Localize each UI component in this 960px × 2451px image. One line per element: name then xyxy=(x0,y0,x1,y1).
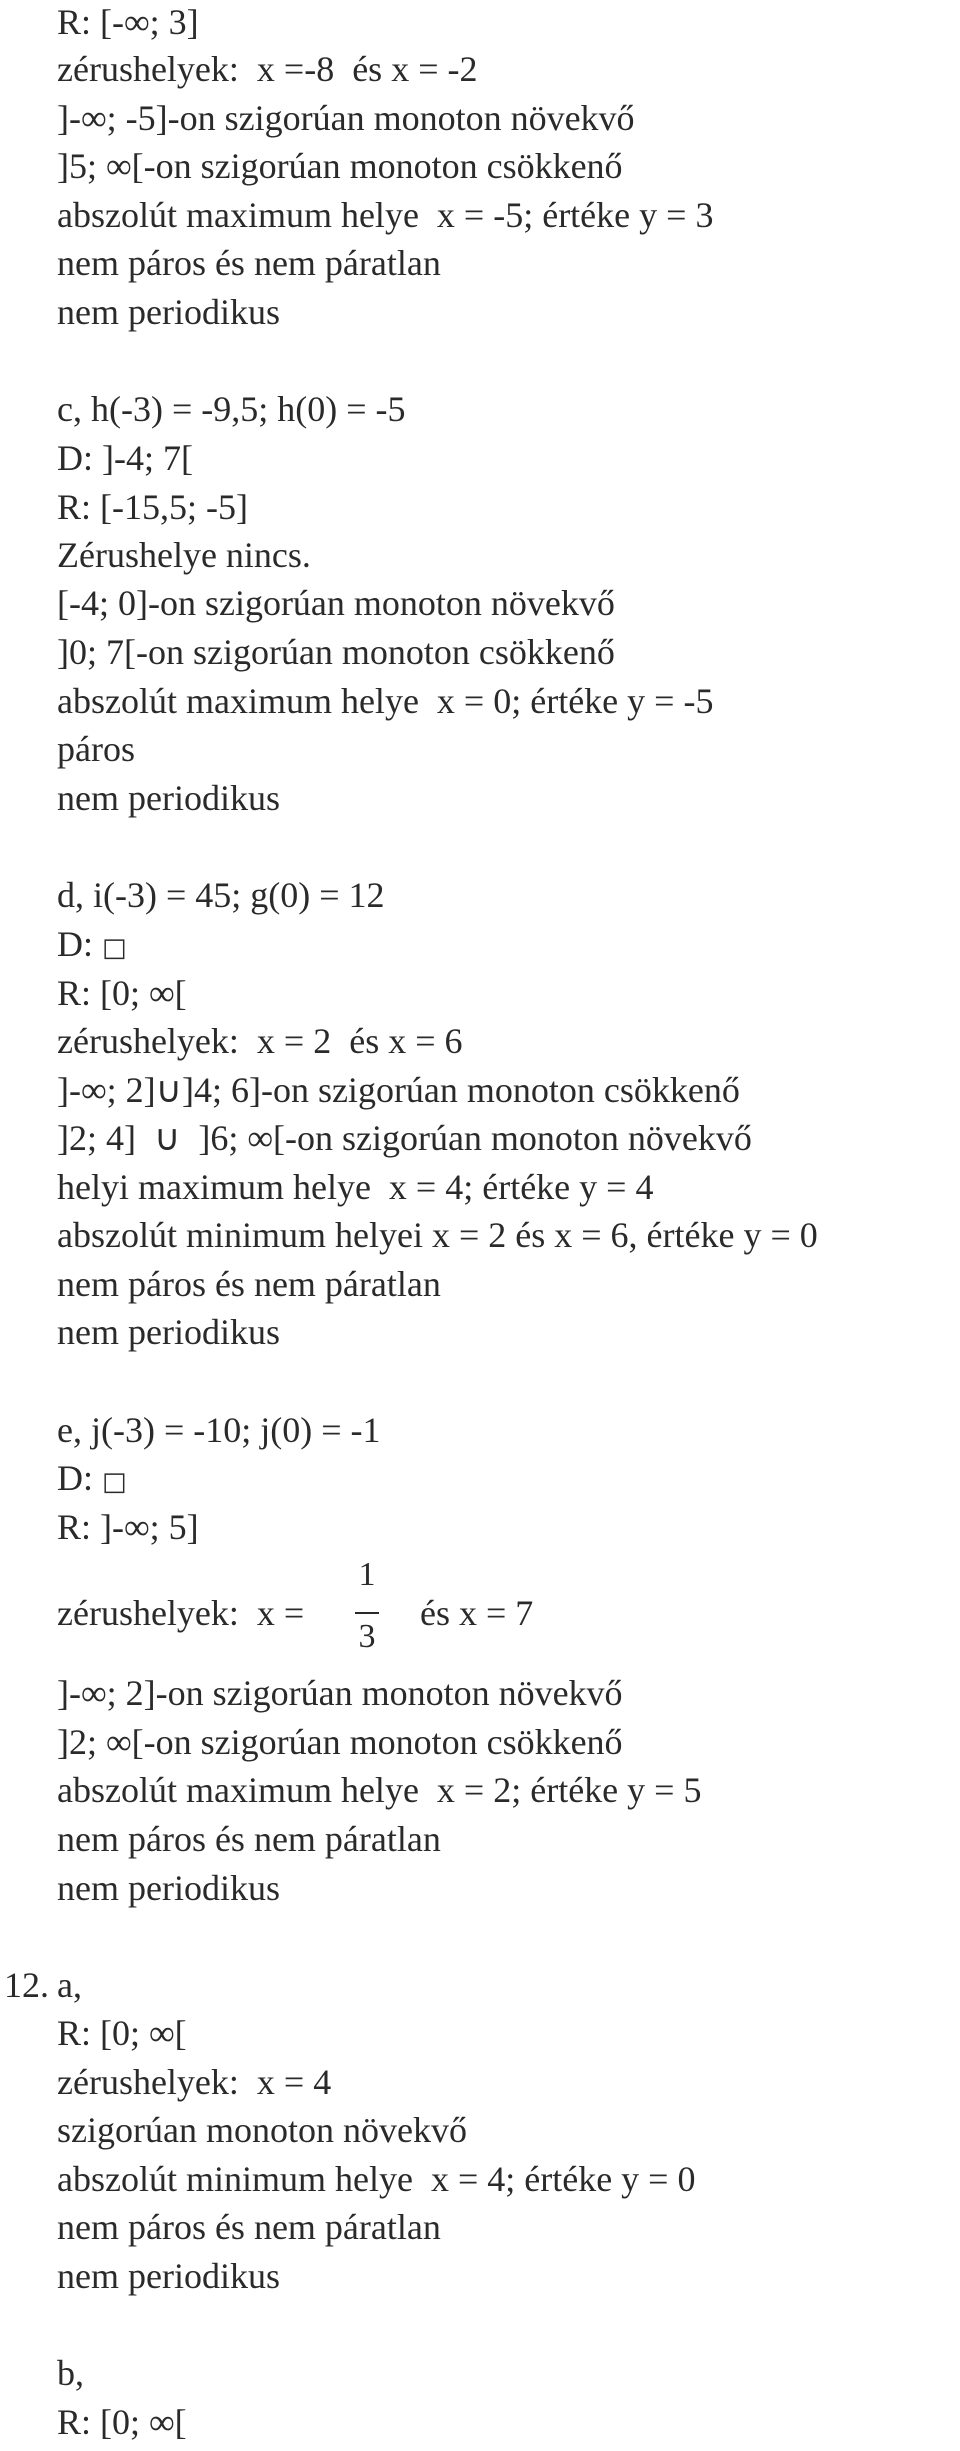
text-line: ]5; ∞[-on szigorúan monoton csökkenő xyxy=(57,146,623,186)
fraction-numerator: 1 xyxy=(358,1556,376,1593)
text-line: [-4; 0]-on szigorúan monoton növekvő xyxy=(57,583,615,623)
text-line: abszolút minimum helye x = 4; értéke y = 0 xyxy=(57,2159,696,2199)
text-line: D: ]-4; 7[ xyxy=(57,438,193,478)
real-numbers-missing-glyph: □ xyxy=(102,933,127,963)
text-line: abszolút minimum helyei x = 2 és x = 6, értéke y = 0 xyxy=(57,1215,818,1255)
zero-fraction-prefix: zérushelyek: x = xyxy=(57,1593,314,1633)
text-line: ]2; ∞[-on szigorúan monoton csökkenő xyxy=(57,1722,623,1762)
text-line: ]-∞; 2]∪]4; 6]-on szigorúan monoton csökkenő xyxy=(57,1070,740,1110)
text-line: a, xyxy=(57,1965,82,2005)
text-line: ]-∞; 2]-on szigorúan monoton növekvő xyxy=(57,1673,623,1713)
text-line: páros xyxy=(57,729,135,769)
text-line: R: [0; ∞[ xyxy=(57,2013,187,2053)
text-line: ]0; 7[-on szigorúan monoton csökkenő xyxy=(57,632,615,672)
text-line: nem páros és nem páratlan xyxy=(57,243,441,283)
text-line: abszolút maximum helye x = 0; értéke y = -5 xyxy=(57,681,714,721)
text-line: b, xyxy=(57,2353,84,2393)
fraction-denominator: 3 xyxy=(358,1618,376,1655)
text-line: R: ]-∞; 5] xyxy=(57,1507,199,1547)
text-line xyxy=(57,922,127,970)
fraction-bar xyxy=(355,1612,379,1614)
text-line: R: [0; ∞[ xyxy=(57,2402,187,2442)
text-line: Zérushelye nincs. xyxy=(57,535,311,575)
text-line: nem páros és nem páratlan xyxy=(57,2207,441,2247)
text-line: nem periodikus xyxy=(57,1868,280,1908)
text-line: zérushelyek: x = 4 xyxy=(57,2062,332,2102)
text-line: abszolút maximum helye x = 2; értéke y = 5 xyxy=(57,1770,702,1810)
text-line: helyi maximum helye x = 4; értéke y = 4 xyxy=(57,1167,654,1207)
text-line: ]2; 4] ∪ ]6; ∞[-on szigorúan monoton növekvő xyxy=(57,1118,752,1158)
text-line: zérushelyek: x = 2 és x = 6 xyxy=(57,1021,463,1061)
text-line: e, j(-3) = -10; j(0) = -1 xyxy=(57,1410,381,1450)
text-line: nem periodikus xyxy=(57,292,280,332)
zero-fraction-suffix: és x = 7 xyxy=(420,1593,534,1633)
item-number: 12. xyxy=(4,1965,49,2005)
text-line: R: [0; ∞[ xyxy=(57,973,187,1013)
real-numbers-missing-glyph: □ xyxy=(102,1467,127,1497)
text-line: R: [-∞; 3] xyxy=(57,2,199,42)
text-line: ]-∞; -5]-on szigorúan monoton növekvő xyxy=(57,98,635,138)
text-line: nem páros és nem páratlan xyxy=(57,1819,441,1859)
text-line: nem periodikus xyxy=(57,778,280,818)
text-line: d, i(-3) = 45; g(0) = 12 xyxy=(57,875,385,915)
text-line: c, h(-3) = -9,5; h(0) = -5 xyxy=(57,389,406,429)
text-line: nem periodikus xyxy=(57,1312,280,1352)
text-line xyxy=(57,1456,127,1504)
text-line: nem periodikus xyxy=(57,2256,280,2296)
domain-label: D: xyxy=(57,924,102,964)
text-line: abszolút maximum helye x = -5; értéke y = 3 xyxy=(57,195,714,235)
text-line: szigorúan monoton növekvő xyxy=(57,2110,467,2150)
text-line: zérushelyek: x =-8 és x = -2 xyxy=(57,49,478,89)
text-line: R: [-15,5; -5] xyxy=(57,487,248,527)
domain-label: D: xyxy=(57,1458,102,1498)
text-line: nem páros és nem páratlan xyxy=(57,1264,441,1304)
